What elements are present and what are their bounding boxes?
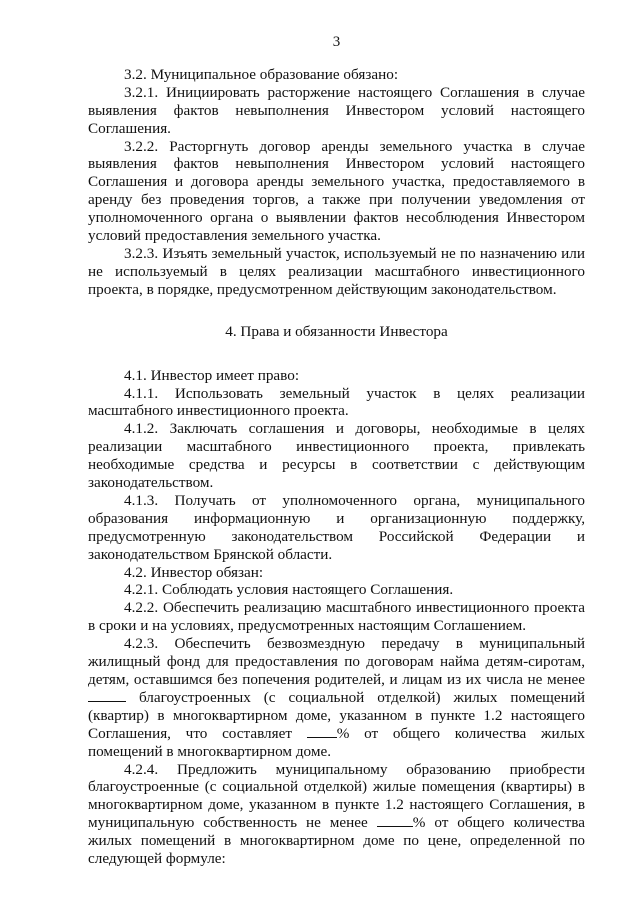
- clause-3-2: 3.2. Муниципальное образование обязано:: [124, 65, 399, 83]
- clause-4-1-2: 4.1.2. Заключать соглашения и договоры, необходимые в целях реализации масштабного инвестиционного проекта, привлекать необходимые средства и ресурсы в соответствии с действующим законодательством.: [88, 420, 585, 492]
- clause-4-2-3-part-a: 4.2.3. Обеспечить безвозмездную передачу в муниципальный жилищный фонд для предоставления по договорам найма детям-сиротам, детям, оставшимся без попечения родителей, и лицам из их числа не менее: [88, 635, 585, 688]
- clause-4-2-4-part-a: 4.2.4. Предложить муниципальному образованию приобрести благоустроенные (с социальной отделкой) жилые помещения (квартиры) в многоквартирном доме, указанном в пункте 1.2 настоящего Соглашения, в муниципальную собственность не менее: [88, 760, 585, 832]
- clause-4-2-1: 4.2.1. Соблюдать условия настоящего Соглашения.: [124, 581, 454, 599]
- clause-4-2: 4.2. Инвестор обязан:: [124, 563, 264, 581]
- clause-3-2-2: 3.2.2. Расторгнуть договор аренды земельного участка в случае выявления фактов невыполнения Инвестором условий настоящего Соглашения и договора аренды земельного участка, предоставляемого в аренду без проведения торгов, а также при получении уведомления от уполномоченного органа о выявлении фактов несоблюдения Инвестором условий предоставления земельного участка.: [88, 137, 585, 245]
- blank-field-purchase-percent: [377, 814, 413, 827]
- clause-4-2-4: [88, 761, 585, 868]
- clause-4-1: 4.1. Инвестор имеет право:: [124, 366, 300, 384]
- clause-4-2-3-part-b: благоустроенных (с социальной отделкой) жилых помещений (квартир) в многоквартирном доме, указанном в пункте 1.2 настоящего Соглашения, что составляет: [88, 688, 586, 742]
- clause-4-2-3: [88, 635, 585, 760]
- page-number: 3: [332, 34, 341, 50]
- clause-4-2-2: 4.2.2. Обеспечить реализацию масштабного инвестиционного проекта в сроки и на условиях, предусмотренных настоящим Соглашением.: [88, 599, 585, 635]
- document-page: [88, 34, 585, 868]
- section-heading-4: 4. Права и обязанности Инвестора: [225, 322, 448, 340]
- clause-4-1-1: 4.1.1. Использовать земельный участок в целях реализации масштабного инвестиционного проекта.: [88, 384, 585, 420]
- blank-field-percent: [307, 725, 337, 738]
- clause-3-2-3: 3.2.3. Изъять земельный участок, используемый не по назначению или не используемый в целях реализации масштабного инвестиционного проекта, в порядке, предусмотренном действующим законодательством.: [88, 244, 585, 298]
- clause-4-1-3: 4.1.3. Получать от уполномоченного органа, муниципального образования информационную и организационную поддержку, предусмотренную законодательством Российской Федерации и законодательством Брянской области.: [88, 491, 585, 563]
- clause-3-2-1: 3.2.1. Инициировать расторжение настоящего Соглашения в случае выявления фактов невыполнения Инвестором условий настоящего Соглашения.: [88, 83, 585, 137]
- clause-4-2-4-part-b: % от общего количества жилых помещений в многоквартирном доме по цене, определенной по следующей формуле:: [88, 814, 586, 868]
- blank-field-apartment-count: [88, 689, 126, 702]
- clause-4-2-3-part-c: % от общего количества жилых помещений в многоквартирном доме.: [88, 724, 586, 760]
